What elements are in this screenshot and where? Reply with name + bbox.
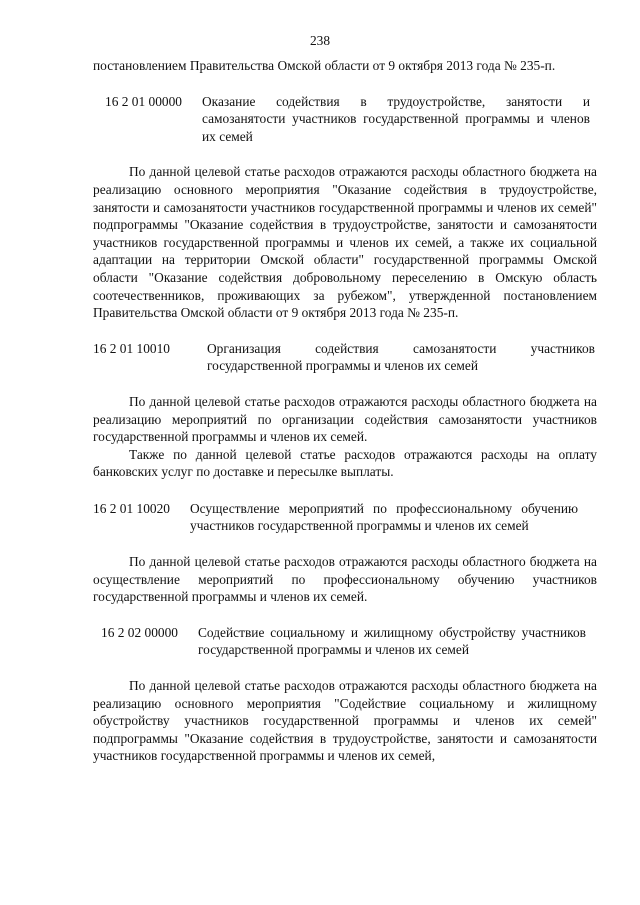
section-heading: [93, 500, 597, 535]
section-heading: [93, 340, 597, 375]
section-heading: [93, 93, 597, 146]
paragraph: Также по данной целевой статье расходов отражаются расходы на оплату банковских услуг по доставке и пересылке выплаты.: [93, 446, 597, 480]
page-number: 238: [309, 33, 331, 48]
paragraph: По данной целевой статье расходов отражаются расходы областного бюджета на реализацию основного мероприятия "Содействие социальному и жилищному обустройству участников государственной программы и членов их семей" подпрограммы "Оказание содействия в трудоустройстве, занятости и самозанятости участников государственной программы и членов их семей,: [93, 678, 597, 764]
paragraph: По данной целевой статье расходов отражаются расходы областного бюджета на реализацию мероприятий по организации содействия самозанятости участников государственной программы и членов их семей.: [93, 393, 597, 445]
section-code: 16 2 01 10020: [93, 500, 170, 516]
section-heading: [93, 624, 597, 659]
section-title: Содействие социальному и жилищному обустройству участников государственной программы и членов их семей: [198, 624, 586, 658]
paragraph: постановлением Правительства Омской области от 9 октября 2013 года № 235-п.: [93, 58, 556, 73]
section-title: Организация содействия самозанятости участников государственной программы и членов их семей: [207, 340, 595, 374]
section-code: 16 2 01 10010: [93, 340, 170, 356]
paragraph: По данной целевой статье расходов отражаются расходы областного бюджета на реализацию основного мероприятия "Оказание содействия в трудоустройстве, занятости и самозанятости участников государственной программы и членов их семей" подпрограммы "Оказание содействия в трудоустройстве, занятости и самозанятости участников государственной программы и членов их семей, а также их социальной адаптации на территории Омской области" государственной программы Омской области "Оказание содействия добровольному переселению в Омскую область соотечественников, проживающих за рубежом", утвержденной постановлением Правительства Омской области от 9 октября 2013 года № 235-п.: [93, 164, 597, 321]
paragraph: По данной целевой статье расходов отражаются расходы областного бюджета на осуществление мероприятий по профессиональному обучению участников государственной программы и членов их семей.: [93, 554, 597, 605]
section-title: Осуществление мероприятий по профессиональному обучению участников государственной программы и членов их семей: [190, 500, 578, 534]
section-title: Оказание содействия в трудоустройстве, занятости и самозанятости участников государственной программы и членов их семей: [202, 93, 590, 144]
document-body: [93, 57, 597, 765]
section-code: 16 2 01 00000: [105, 93, 182, 109]
section-code: 16 2 02 00000: [101, 624, 178, 640]
